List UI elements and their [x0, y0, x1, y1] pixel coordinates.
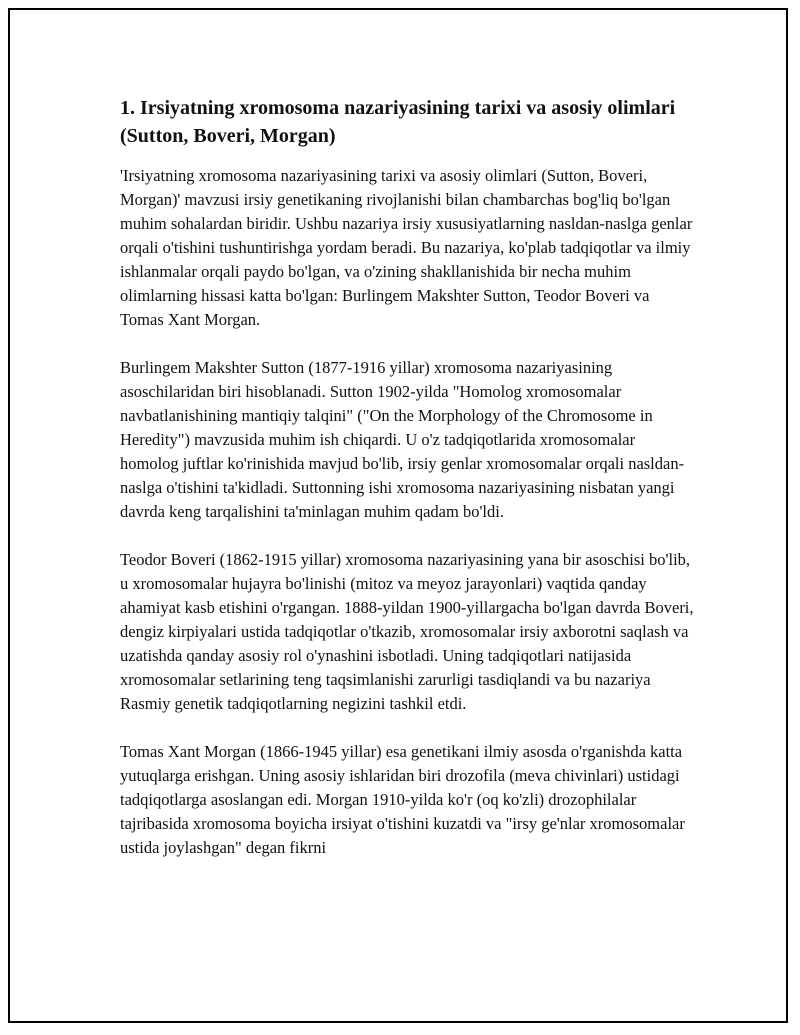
paragraph-morgan: Tomas Xant Morgan (1866-1945 yillar) esa genetikani ilmiy asosda o'rganishda katta yutuqlarga erishgan. Uning asosiy ishlaridan biri drozofila (meva chivinlari) ustidagi tadqiqotlarga asoslangan edi. Morgan 1910-yilda ko'r (oq ko'zli) drozophilalar tajribasida xromosoma boyicha irsiyat o'tishini kuzatdi va "irsy ge'nlar xromosomalar ustida joylashgan" degan fikrni	[120, 742, 685, 857]
paragraph-boveri: Teodor Boveri (1862-1915 yillar) xromosoma nazariyasining yana bir asoschisi bo'lib, u xromosomalar hujayra bo'linishi (mitoz va meyoz jarayonlari) vaqtida qanday ahamiyat kasb etishini o'rgangan. 1888-yildan 1900-yillargacha bo'lgan davrda Boveri, dengiz kirpiyalari ustida tadqiqotlar o'tkazib, xromosomalar irsiy axborotni saqlash va uzatishda qanday asosiy rol o'ynashini isbotladi. Uning tadqiqotlari natijasida xromosomalar setlarining teng taqsimlanishi zarurligi tasdiqlandi va bu nazariya Rasmiy genetik tadqiqotlarning negizini tashkil etdi.	[120, 550, 694, 713]
paragraph-sutton: Burlingem Makshter Sutton (1877-1916 yillar) xromosoma nazariyasining asoschilaridan biri hisoblanadi. Sutton 1902-yilda "Homolog xromosomalar navbatlanishining mantiqiy talqini" ("On the Morphology of the Chromosome in Heredity") mavzusida muhim ish chiqardi. U o'z tadqiqotlarida xromosomalar homolog juftlar ko'rinishida mavjud bo'lib, irsiy genlar xromosomalar orqali nasldan-naslga o'tishini ta'kidladi. Suttonning ishi xromosoma nazariyasining nisbatan yangi davrda keng tarqalishini ta'minlagan muhim qadam bo'ldi.	[120, 358, 685, 521]
page-frame	[8, 8, 788, 1023]
paragraph-intro: 'Irsiyatning xromosoma nazariyasining tarixi va asosiy olimlari (Sutton, Boveri, Morgan)' mavzusi irsiy genetikaning rivojlanishi bilan chambarchas bog'liq bo'lgan muhim sohalardan biridir. Ushbu nazariya irsiy xususiyatlarning nasldan-naslga genlar orqali o'tishini tushuntirishga yordam beradi. Bu nazariya, ko'plab tadqiqotlar va ilmiy ishlanmalar orqali paydo bo'lgan, va o'zining shakllanishida bir necha muhim olimlarning hissasi katta bo'lgan: Burlingem Makshter Sutton, Teodor Boveri va Tomas Xant Morgan.	[120, 166, 693, 329]
section-heading: 1. Irsiyatning xromosoma nazariyasining tarixi va asosiy olimlari (Sutton, Boveri, Morgan)	[120, 97, 676, 147]
document-body	[120, 94, 695, 884]
